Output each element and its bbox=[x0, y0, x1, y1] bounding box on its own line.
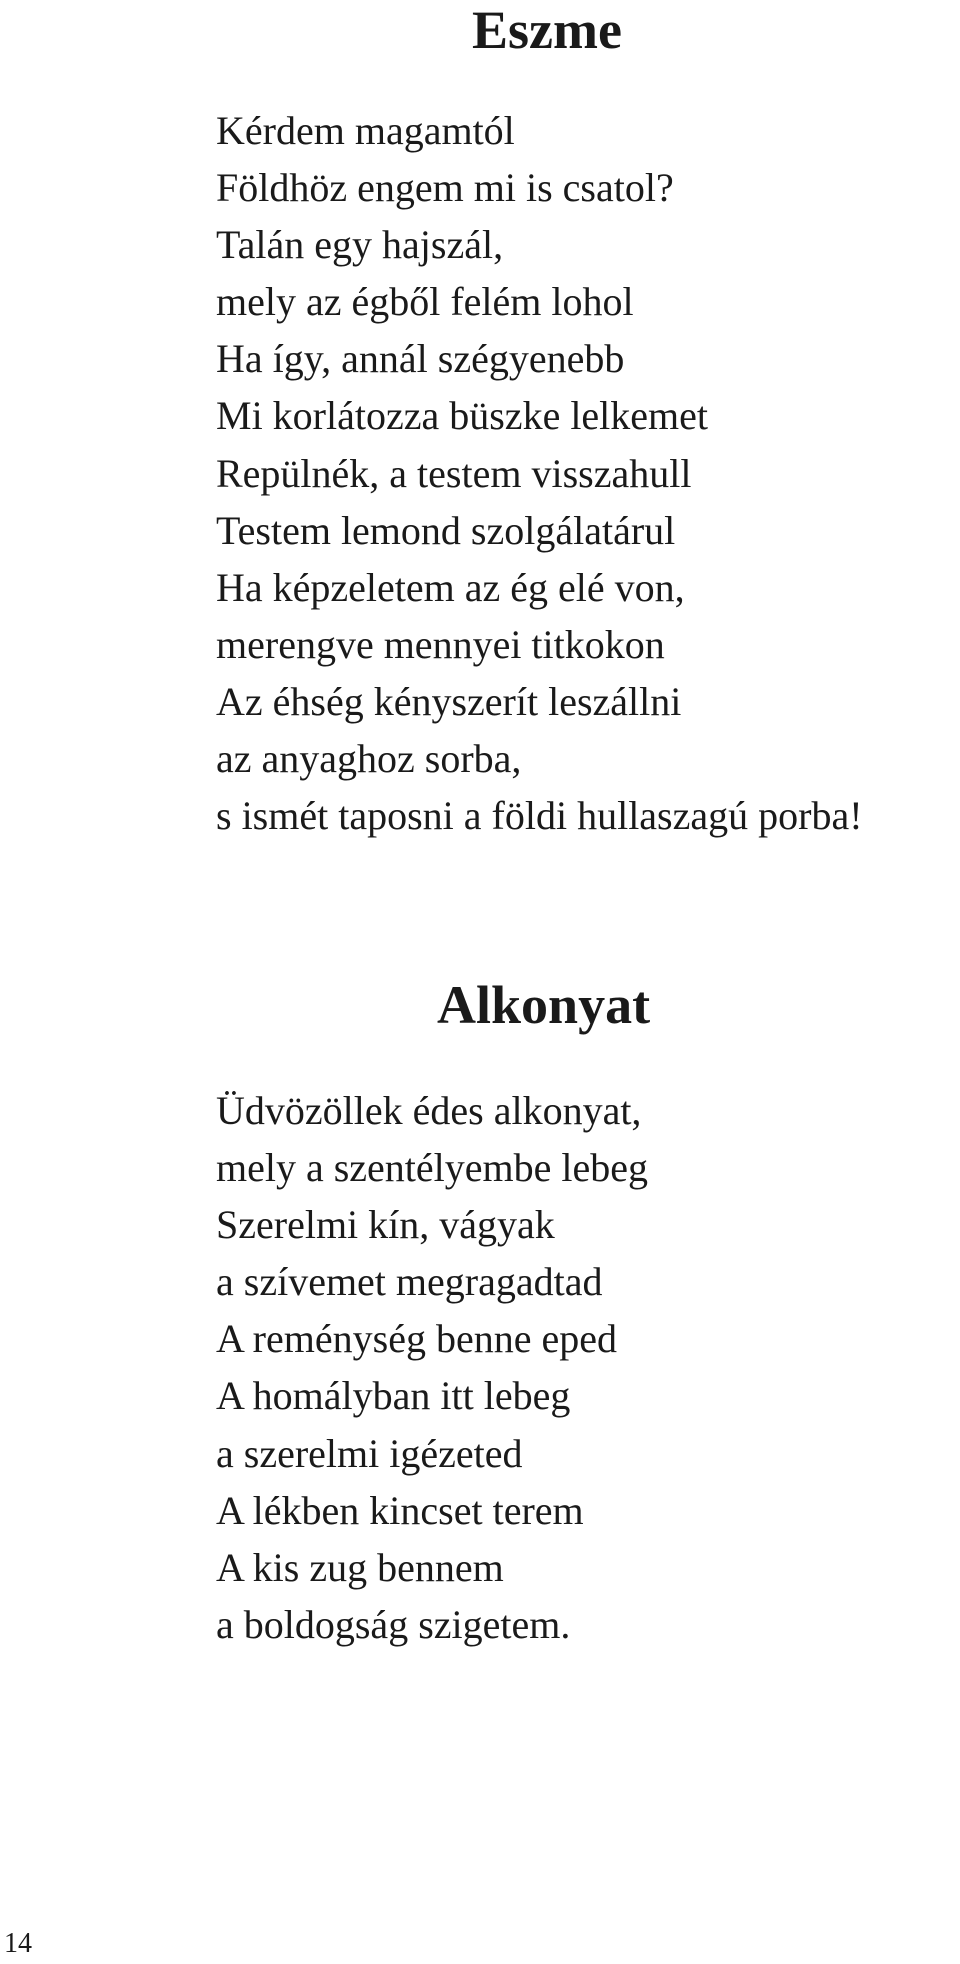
poem-line: merengve mennyei titkokon bbox=[216, 621, 665, 667]
poem-line: Repülnék, a testem visszahull bbox=[216, 450, 692, 496]
poem-line: Talán egy hajszál, bbox=[216, 222, 504, 268]
poem-line: Ha így, annál szégyenebb bbox=[216, 336, 625, 382]
poem-line: mely a szentélyembe lebeg bbox=[216, 1145, 649, 1191]
poem-line: Szerelmi kín, vágyak bbox=[216, 1202, 555, 1248]
poem-line: A reménység benne eped bbox=[216, 1316, 617, 1362]
poem-line: a boldogság szigetem. bbox=[216, 1601, 571, 1647]
poem-line: Mi korlátozza büszke lelkemet bbox=[216, 393, 709, 439]
poem-line: A kis zug bennem bbox=[216, 1544, 504, 1590]
poem-title-eszme: Eszme bbox=[472, 0, 622, 60]
poem-line: Testem lemond szolgálatárul bbox=[216, 507, 676, 553]
poem-body-alkonyat bbox=[216, 1082, 648, 1653]
poem-line: s ismét taposni a földi hullaszagú porba! bbox=[216, 793, 863, 839]
poem-line: mely az égből felém lohol bbox=[216, 279, 634, 325]
poem-title-alkonyat: Alkonyat bbox=[437, 975, 651, 1035]
poem-line: Kérdem magamtól bbox=[216, 108, 515, 153]
poem-line: Üdvözöllek édes alkonyat, bbox=[216, 1088, 642, 1133]
poem-line: Az éhség kényszerít leszállni bbox=[216, 678, 682, 724]
poem-line: Ha képzeletem az ég elé von, bbox=[216, 564, 685, 610]
poem-line: A lékben kincset terem bbox=[216, 1487, 584, 1533]
poem-line: Földhöz engem mi is csatol? bbox=[216, 165, 674, 211]
poem-line: A homályban itt lebeg bbox=[216, 1373, 571, 1419]
poem-line: a szerelmi igézeted bbox=[216, 1430, 523, 1476]
poem-line: a szívemet megragadtad bbox=[216, 1259, 603, 1305]
poem-line: az anyaghoz sorba, bbox=[216, 736, 522, 782]
poem-body-eszme bbox=[216, 102, 863, 844]
page-number: 14 bbox=[4, 1928, 32, 1959]
